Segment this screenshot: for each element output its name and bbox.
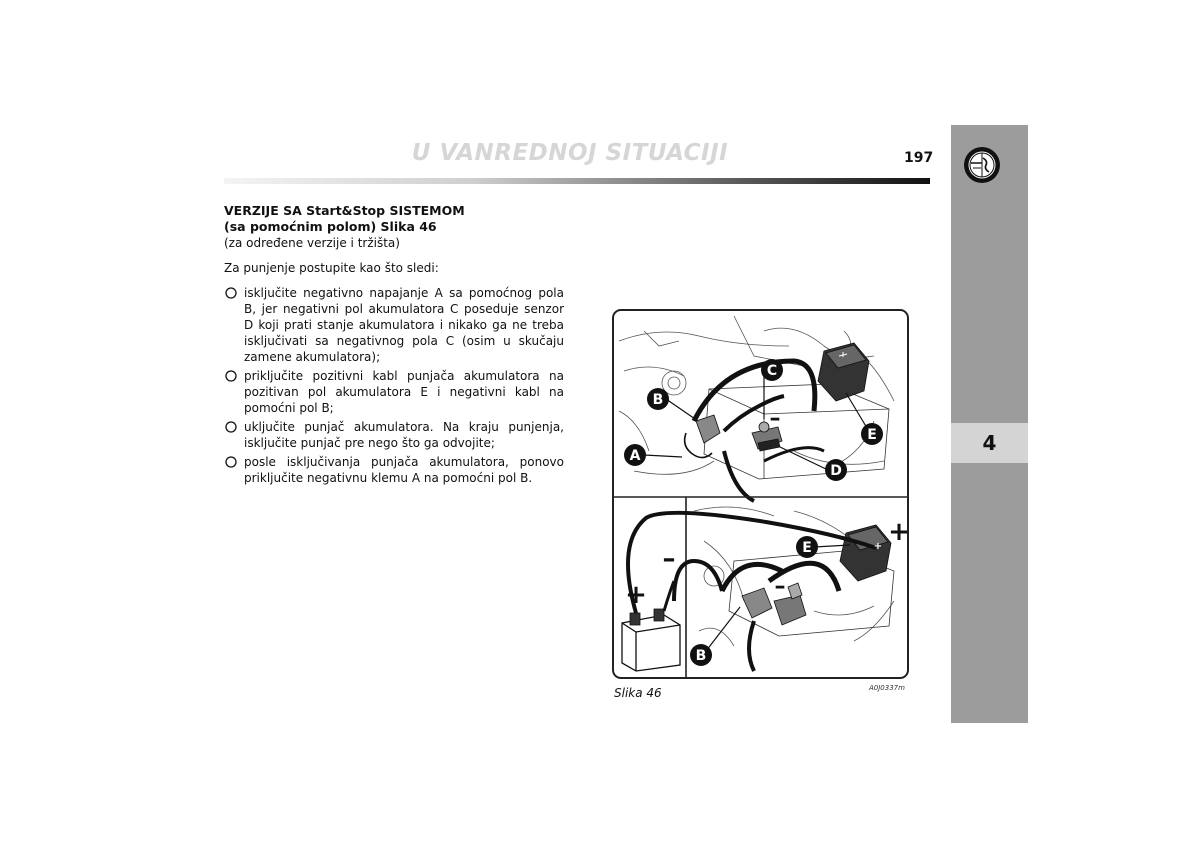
main-content bbox=[224, 203, 564, 489]
battery-figure bbox=[612, 309, 909, 679]
label-minus-charger: – bbox=[662, 544, 676, 574]
label-c: C bbox=[766, 363, 778, 379]
label-b-top: B bbox=[652, 392, 664, 408]
step-text: posle isključivanja punjača akumulatora, ponovo priključite negativnu klemu A na pomoćni pol B. bbox=[244, 455, 564, 485]
label-plus-charger: + bbox=[625, 580, 647, 610]
brand-logo-icon bbox=[963, 146, 1001, 184]
section-heading-line2: (sa pomoćnim polom) Slika 46 bbox=[224, 219, 437, 234]
step-text: uključite punjač akumulatora. Na kraju punjenja, isključite punjač pre nego što ga odvojite; bbox=[244, 420, 564, 450]
section-heading bbox=[224, 203, 564, 235]
list-item bbox=[224, 454, 564, 486]
battery-illustration bbox=[614, 311, 910, 677]
circle-bullet-icon bbox=[224, 420, 238, 434]
circle-bullet-icon bbox=[224, 455, 238, 469]
bottom-panel bbox=[622, 507, 894, 671]
label-plus-battery-cap: + bbox=[873, 541, 883, 552]
label-e-top: E bbox=[867, 427, 877, 443]
intro-text: Za punjenje postupite kao što sledi: bbox=[224, 261, 439, 275]
label-minus-top: – bbox=[769, 406, 781, 431]
label-a: A bbox=[629, 448, 641, 464]
chapter-number: 4 bbox=[951, 423, 1028, 463]
list-item bbox=[224, 285, 564, 365]
label-minus-mid: – bbox=[774, 574, 786, 599]
circle-bullet-icon bbox=[224, 369, 238, 383]
figure-caption: Slika 46 bbox=[614, 686, 662, 700]
steps-list bbox=[224, 285, 564, 486]
header-rule bbox=[224, 178, 930, 184]
page-number: 197 bbox=[904, 150, 934, 166]
circle-bullet-icon bbox=[224, 286, 238, 300]
label-b-bottom: B bbox=[695, 648, 707, 664]
label-e-bottom: E bbox=[802, 540, 812, 556]
list-item bbox=[224, 419, 564, 451]
header-title: U VANREDNOJ SITUACIJI bbox=[411, 140, 729, 166]
label-d: D bbox=[830, 463, 842, 479]
list-item bbox=[224, 368, 564, 416]
section-note: (za određene verzije i tržišta) bbox=[224, 236, 400, 250]
figure-code: A0J0337m bbox=[869, 684, 905, 692]
step-text: priključite pozitivni kabl punjača akumulatora na pozitivan pol akumulatora E i negativni kabl na pomoćni pol B; bbox=[244, 369, 564, 415]
section-heading-line1: VERZIJE SA Start&Stop SISTEMOM bbox=[224, 203, 465, 218]
step-text: isključite negativno napajanje A sa pomoćnog pola B, jer negativni pol akumulatora C poseduje senzor D koji prati stanje akumulatora i nikako ga ne treba isključivati sa negativnog pola C (osim u skučaju zamene akumulatora); bbox=[244, 286, 564, 364]
label-plus-battery: + bbox=[888, 517, 910, 547]
